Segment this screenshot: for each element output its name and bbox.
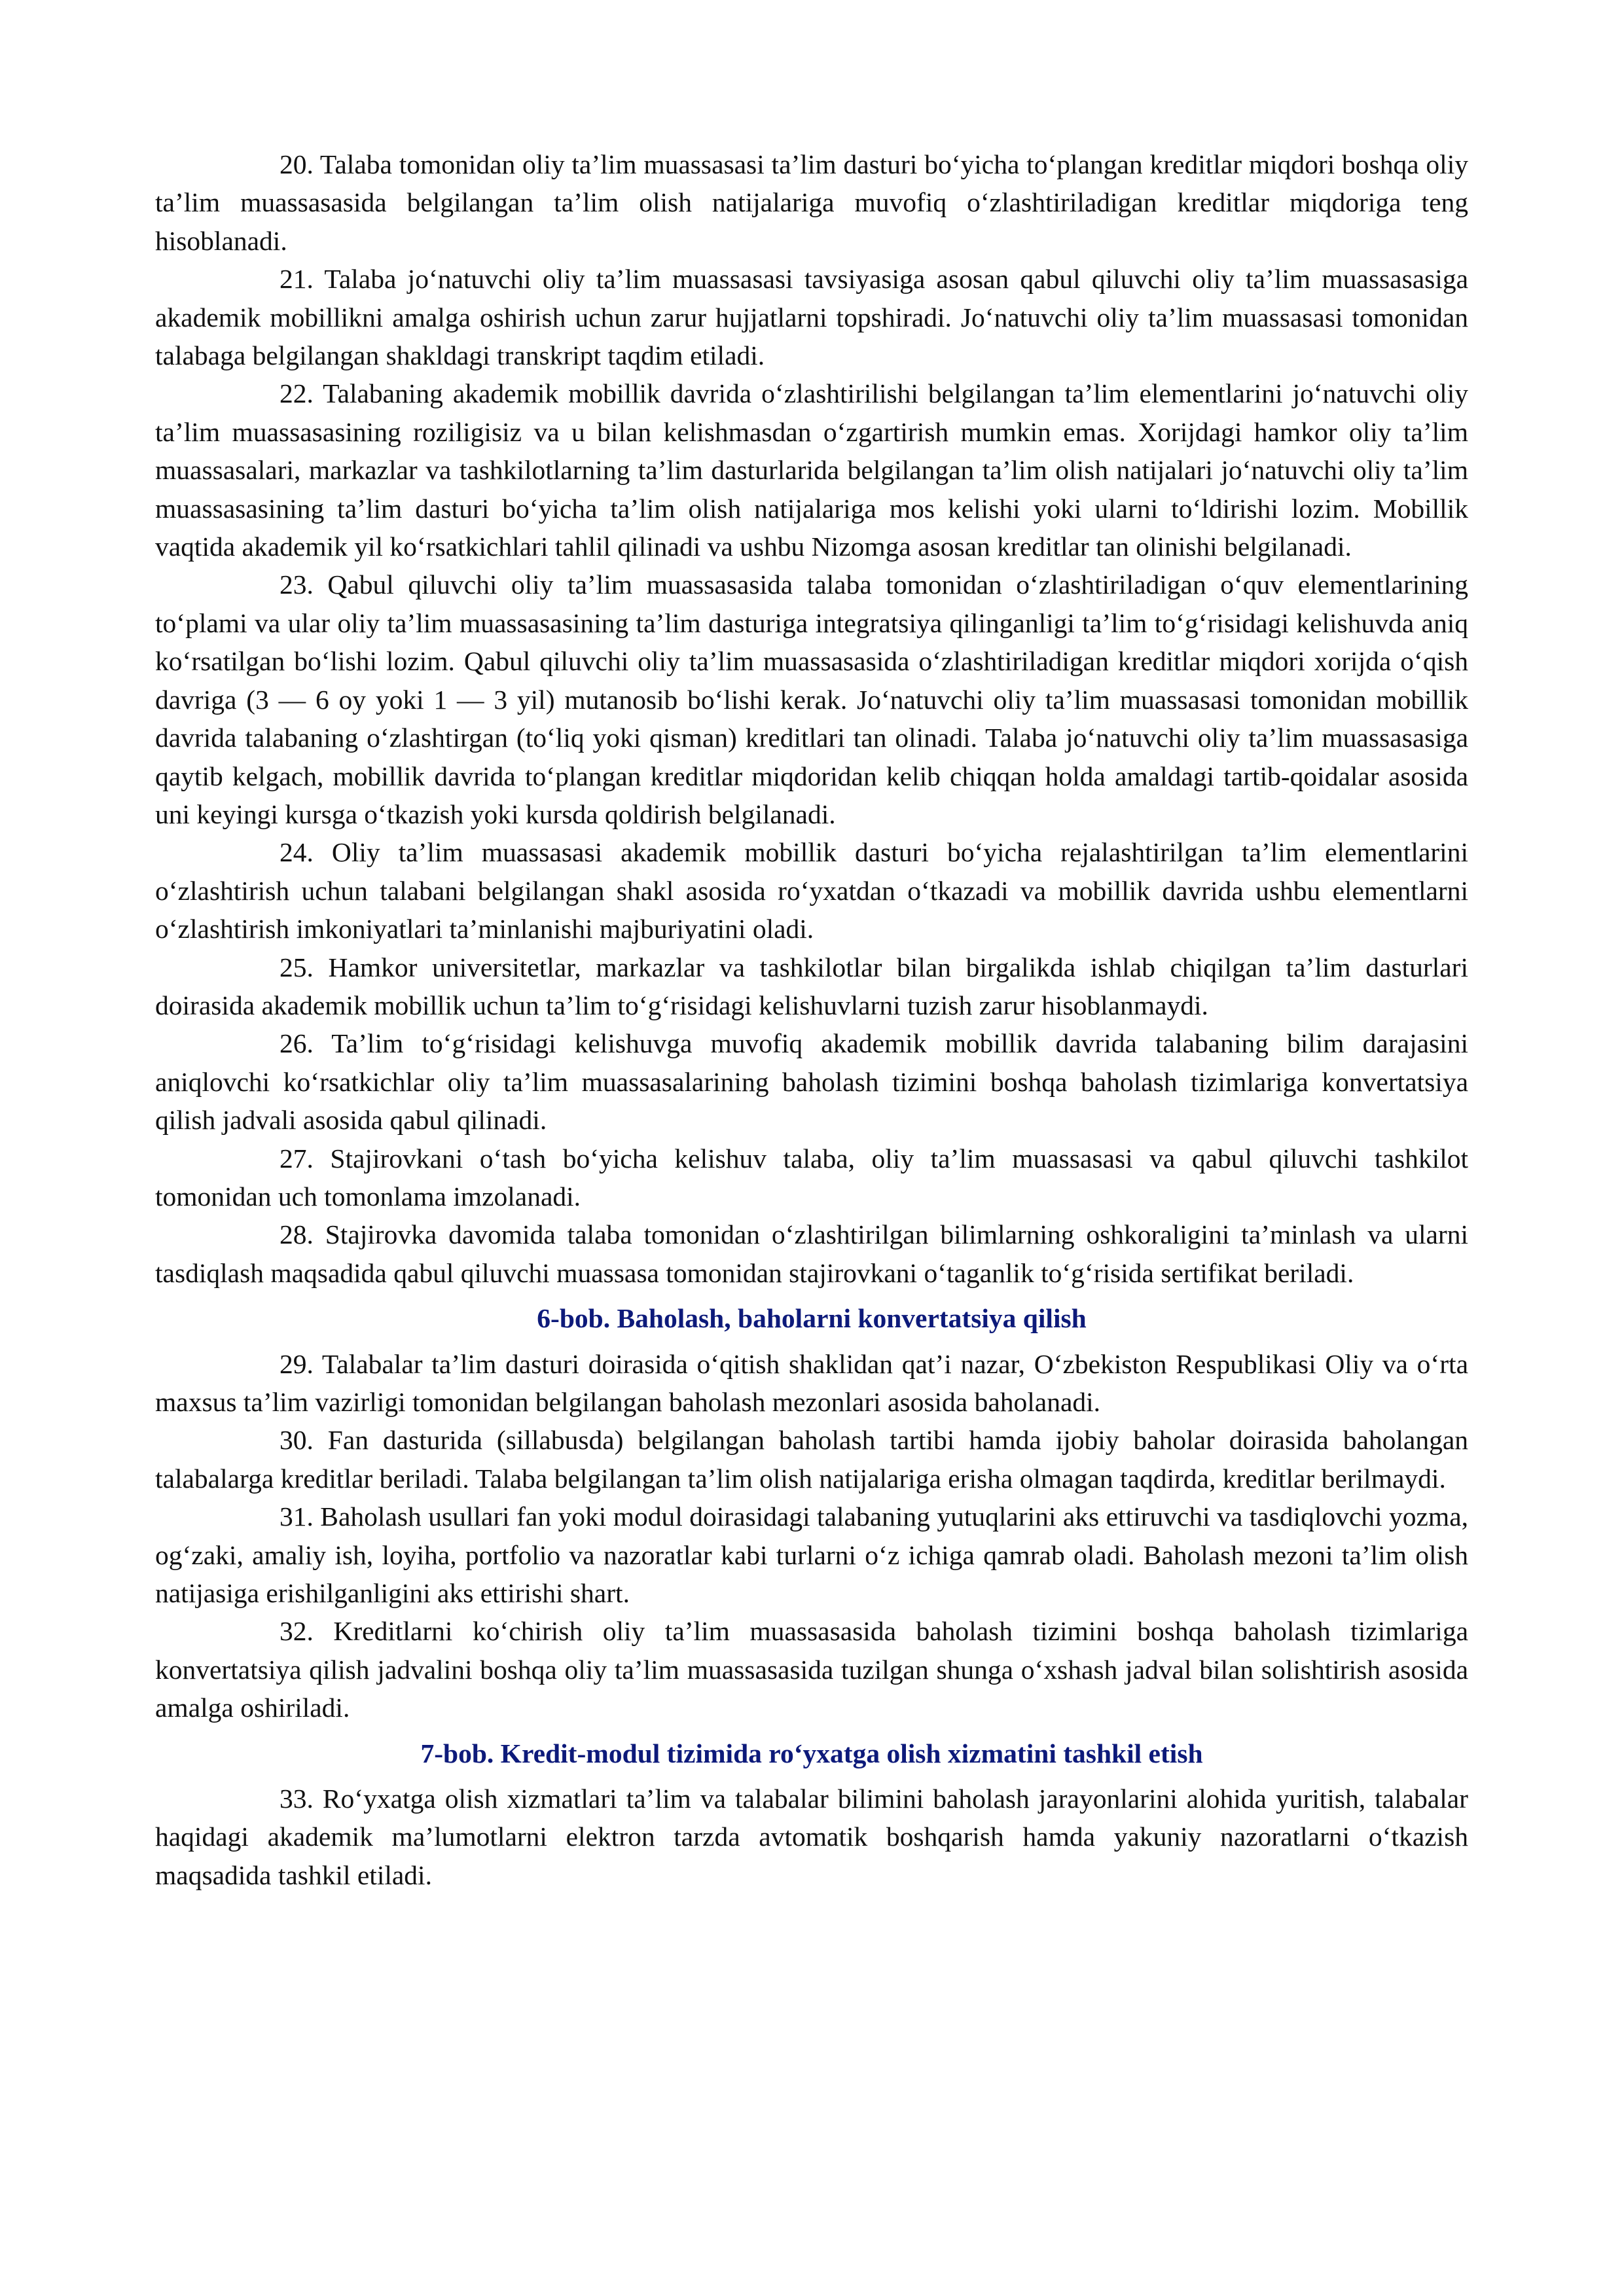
- document-page: [155, 145, 1468, 1894]
- paragraph-23: 23. Qabul qiluvchi oliy ta’lim muassasasida talaba tomonidan o‘zlashtiriladigan o‘quv elementlarining to‘plami va ular oliy ta’lim muassasasining ta’lim dasturiga integratsiya qilinganligi ta’lim to‘g‘risidagi kelishuvda aniq ko‘rsatilgan bo‘lishi lozim. Qabul qiluvchi oliy ta’lim muassasasida o‘zlashtiriladigan kreditlar miqdori xorijda o‘qish davriga (3 — 6 oy yoki 1 — 3 yil) mutanosib bo‘lishi kerak. Jo‘natuvchi oliy ta’lim muassasasi tomonidan mobillik davrida talabaning o‘zlashtirgan (to‘liq yoki qisman) kreditlari tan olinadi. Talaba jo‘natuvchi oliy ta’lim muassasasiga qaytib kelgach, mobillik davrida to‘plangan kreditlar miqdoridan kelib chiqqan holda amaldagi tartib-qoidalar asosida uni keyingi kursga o‘tkazish yoki kursda qoldirish belgilanadi.: [155, 569, 1468, 829]
- paragraph-29: 29. Talabalar ta’lim dasturi doirasida o‘qitish shaklidan qat’i nazar, O‘zbekiston Respublikasi Oliy va o‘rta maxsus ta’lim vazirligi tomonidan belgilangan baholash mezonlari asosida baholanadi.: [155, 1348, 1468, 1417]
- paragraph-24: 24. Oliy ta’lim muassasasi akademik mobillik dasturi bo‘yicha rejalashtirilgan ta’lim elementlarini o‘zlashtirish uchun talabani belgilangan shakl asosida ro‘yxatdan o‘tkazadi va mobillik davrida ushbu elementlarni o‘zlashtirish imkoniyatlari ta’minlanishi majburiyatini oladi.: [155, 837, 1468, 944]
- paragraph-32: 32. Kreditlarni ko‘chirish oliy ta’lim muassasasida baholash tizimini boshqa baholash tizimlariga konvertatsiya qilish jadvalini boshqa oliy ta’lim muassasasida tuzilgan shunga o‘xshash jadval bilan solishtirish asosida amalga oshiriladi.: [155, 1616, 1468, 1723]
- paragraph-22: 22. Talabaning akademik mobillik davrida o‘zlashtirilishi belgilangan ta’lim elementlarini jo‘natuvchi oliy ta’lim muassasasining roziligisiz va u bilan kelishmasdan o‘zgartirish mumkin emas. Xorijdagi hamkor oliy ta’lim muassasalari, markazlar va tashkilotlarning ta’lim dasturlarida belgilangan ta’lim olish natijalari jo‘natuvchi oliy ta’lim muassasasining ta’lim dasturi bo‘yicha ta’lim olish natijalariga mos kelishi yoki ularni to‘ldirishi lozim. Mobillik vaqtida akademik yil ko‘rsatkichlari tahlil qilinadi va ushbu Nizomga asosan kreditlar tan olinishi belgilanadi.: [155, 378, 1468, 562]
- paragraph-33: 33. Ro‘yxatga olish xizmatlari ta’lim va talabalar bilimini baholash jarayonlarini alohida yuritish, talabalar haqidagi akademik ma’lumotlarni elektron tarzda avtomatik boshqarish hamda yakuniy nazoratlarni o‘tkazish maqsadida tashkil etiladi.: [155, 1784, 1468, 1890]
- paragraph-25: 25. Hamkor universitetlar, markazlar va tashkilotlar bilan birgalikda ishlab chiqilgan ta’lim dasturlari doirasida akademik mobillik uchun ta’lim to‘g‘risidagi kelishuvlarni tuzish zarur hisoblanmaydi.: [155, 952, 1468, 1020]
- paragraph-26: 26. Ta’lim to‘g‘risidagi kelishuvga muvofiq akademik mobillik davrida talabaning bilim darajasini aniqlovchi ko‘rsatkichlar oliy ta’lim muassasalarining baholash tizimini boshqa baholash tizimlariga konvertatsiya qilish jadvali asosida qabul qilinadi.: [155, 1028, 1468, 1136]
- paragraph-21: 21. Talaba jo‘natuvchi oliy ta’lim muassasasi tavsiyasiga asosan qabul qiluvchi oliy ta’lim muassasasiga akademik mobillikni amalga oshirish uchun zarur hujjatlarni topshiradi. Jo‘natuvchi oliy ta’lim muassasasi tomonidan talabaga belgilangan shakldagi transkript taqdim etiladi.: [155, 264, 1468, 371]
- paragraph-20: 20. Talaba tomonidan oliy ta’lim muassasasi ta’lim dasturi bo‘yicha to‘plangan kreditlar miqdori boshqa oliy ta’lim muassasasida belgilangan ta’lim olish natijalariga muvofiq o‘zlashtiriladigan kreditlar miqdoriga teng hisoblanadi.: [155, 149, 1468, 256]
- paragraph-31: 31. Baholash usullari fan yoki modul doirasidagi talabaning yutuqlarini aks ettiruvchi va tasdiqlovchi yozma, og‘zaki, amaliy ish, loyiha, portfolio va nazoratlar kabi turlarni o‘z ichiga qamrab oladi. Baholash mezoni ta’lim olish natijasiga erishilganligini aks ettirishi shart.: [155, 1501, 1468, 1609]
- chapter-heading-6: 6-bob. Baholash, baholarni konvertatsiya qilish: [537, 1303, 1087, 1334]
- chapter-heading-7: 7-bob. Kredit-modul tizimida ro‘yxatga olish xizmatini tashkil etish: [420, 1738, 1203, 1768]
- paragraph-30: 30. Fan dasturida (sillabusda) belgilangan baholash tartibi hamda ijobiy baholar doirasida baholangan talabalarga kreditlar beriladi. Talaba belgilangan ta’lim olish natijalariga erisha olmagan taqdirda, kreditlar berilmaydi.: [155, 1425, 1468, 1494]
- paragraph-27: 27. Stajirovkani o‘tash bo‘yicha kelishuv talaba, oliy ta’lim muassasasi va qabul qiluvchi tashkilot tomonidan uch tomonlama imzolanadi.: [155, 1143, 1468, 1211]
- paragraph-28: 28. Stajirovka davomida talaba tomonidan o‘zlashtirilgan bilimlarning oshkoraligini ta’minlash va ularni tasdiqlash maqsadida qabul qiluvchi muassasa tomonidan stajirovkani o‘taganlik to‘g‘risida sertifikat beriladi.: [155, 1219, 1468, 1288]
